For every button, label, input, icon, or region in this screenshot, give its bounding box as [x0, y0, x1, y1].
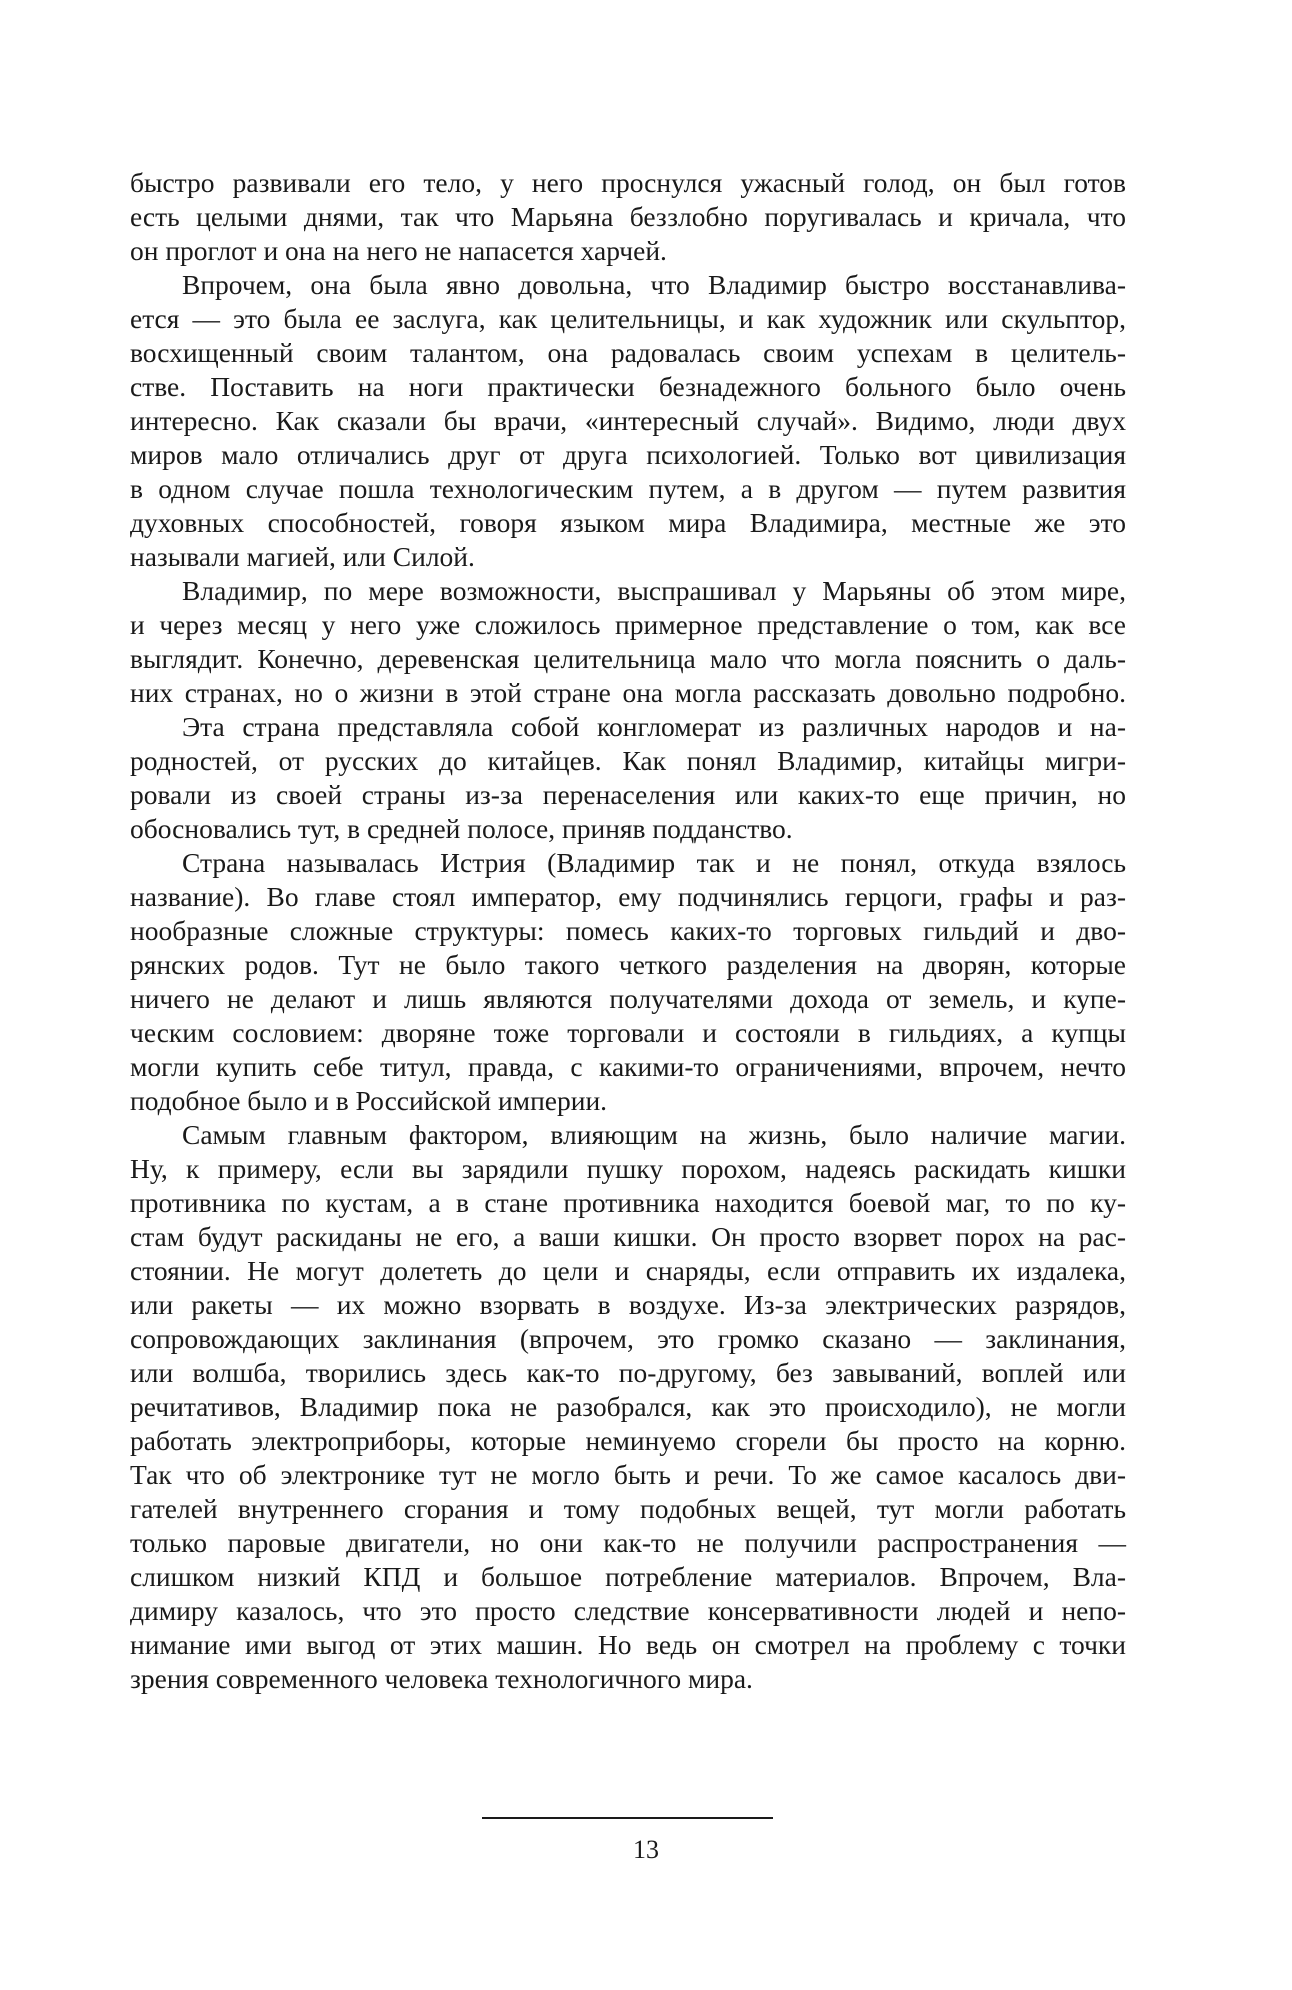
text-line: нимание ими выгод от этих машин. Но ведь он смотрел на проблему с точки [130, 1629, 1126, 1660]
text-line: Эта страна представляла собой конгломерат из различных народов и на- [182, 711, 1126, 742]
text-line: миров мало отличались друг от друга психологией. Только вот цивилизация [130, 439, 1126, 470]
text-line: стве. Поставить на ноги практически безнадежного больного было очень [130, 371, 1126, 402]
text-line: и через месяц у него уже сложилось примерное представление о том, как все [130, 609, 1126, 640]
page-body [130, 166, 1126, 1696]
text-line: димиру казалось, что это просто следствие консервативности людей и непо- [130, 1595, 1126, 1626]
text-line: Впрочем, она была явно довольна, что Владимир быстро восстанавлива- [182, 269, 1126, 300]
text-line: ется — это была ее заслуга, как целительницы, и как художник или скульптор, [130, 303, 1126, 334]
text-line: ровали из своей страны из-за перенаселения или каких-то еще причин, но [130, 779, 1126, 810]
text-line: выглядит. Конечно, деревенская целительница мало что могла пояснить о даль- [130, 643, 1126, 674]
text-line: обосновались тут, в средней полосе, приняв подданство. [130, 813, 793, 844]
text-line: или волшба, творились здесь как-то по-другому, без завываний, воплей или [130, 1357, 1126, 1388]
text-line: слишком низкий КПД и большое потребление материалов. Впрочем, Вла- [130, 1561, 1126, 1592]
text-line: могли купить себе титул, правда, с какими-то ограничениями, впрочем, нечто [130, 1051, 1126, 1082]
text-line: есть целыми днями, так что Марьяна беззлобно поругивалась и кричала, что [130, 201, 1126, 232]
paragraph-6 [130, 1118, 1126, 1696]
text-line: Так что об электронике тут не могло быть и речи. То же самое касалось дви- [130, 1459, 1126, 1490]
text-line: стоянии. Не могут долететь до цели и снаряды, если отправить их издалека, [130, 1255, 1126, 1286]
text-line: противника по кустам, а в стане противника находится боевой маг, то по ку- [130, 1187, 1126, 1218]
text-line: название). Во главе стоял император, ему подчинялись герцоги, графы и раз- [130, 881, 1126, 912]
text-line: в одном случае пошла технологическим путем, а в другом — путем развития [130, 473, 1126, 504]
text-line: Самым главным фактором, влияющим на жизнь, было наличие магии. [182, 1119, 1126, 1150]
text-line: называли магией, или Силой. [130, 541, 475, 572]
text-line: рянских родов. Тут не было такого четкого разделения на дворян, которые [130, 949, 1126, 980]
text-line: зрения современного человека технологичного мира. [130, 1663, 753, 1694]
text-line: ческим сословием: дворяне тоже торговали и состояли в гильдиях, а купцы [130, 1017, 1126, 1048]
text-line: Ну, к примеру, если вы зарядили пушку порохом, надеясь раскидать кишки [130, 1153, 1126, 1184]
text-line: них странах, но о жизни в этой стране она могла рассказать довольно подробно. [130, 677, 1126, 708]
text-line: стам будут раскиданы не его, а ваши кишки. Он просто взорвет порох на рас- [130, 1221, 1126, 1252]
text-line: духовных способностей, говоря языком мира Владимира, местные же это [130, 507, 1126, 538]
text-line: Владимир, по мере возможности, выспрашивал у Марьяны об этом мире, [182, 575, 1126, 606]
text-line: родностей, от русских до китайцев. Как понял Владимир, китайцы мигри- [130, 745, 1126, 776]
footer-rule [482, 1817, 773, 1819]
text-line: быстро развивали его тело, у него проснулся ужасный голод, он был готов [130, 167, 1126, 198]
text-line: работать электроприборы, которые неминуемо сгорели бы просто на корню. [130, 1425, 1126, 1456]
text-line: ничего не делают и лишь являются получателями дохода от земель, и купе- [130, 983, 1126, 1014]
paragraph-3 [130, 574, 1126, 710]
text-line: подобное было и в Российской империи. [130, 1085, 608, 1116]
text-line: восхищенный своим талантом, она радовалась своим успехам в целитель- [130, 337, 1126, 368]
text-line: только паровые двигатели, но они как-то не получили распространения — [130, 1527, 1126, 1558]
paragraph-4 [130, 710, 1126, 846]
page-number: 13 [633, 1835, 659, 1864]
text-line: сопровождающих заклинания (впрочем, это громко сказано — заклинания, [130, 1323, 1126, 1354]
paragraph-5 [130, 846, 1126, 1118]
text-line: он проглот и она на него не напасется харчей. [130, 235, 667, 266]
text-line: интересно. Как сказали бы врачи, «интересный случай». Видимо, люди двух [130, 405, 1126, 436]
text-line: гателей внутреннего сгорания и тому подобных вещей, тут могли работать [130, 1493, 1126, 1524]
paragraph-1 [130, 166, 1126, 268]
paragraph-2 [130, 268, 1126, 574]
text-line: речитативов, Владимир пока не разобрался, как это происходило), не могли [130, 1391, 1126, 1422]
text-line: нообразные сложные структуры: помесь каких-то торговых гильдий и дво- [130, 915, 1126, 946]
text-line: Страна называлась Истрия (Владимир так и не понял, откуда взялось [182, 847, 1126, 878]
text-line: или ракеты — их можно взорвать в воздухе. Из-за электрических разрядов, [130, 1289, 1126, 1320]
